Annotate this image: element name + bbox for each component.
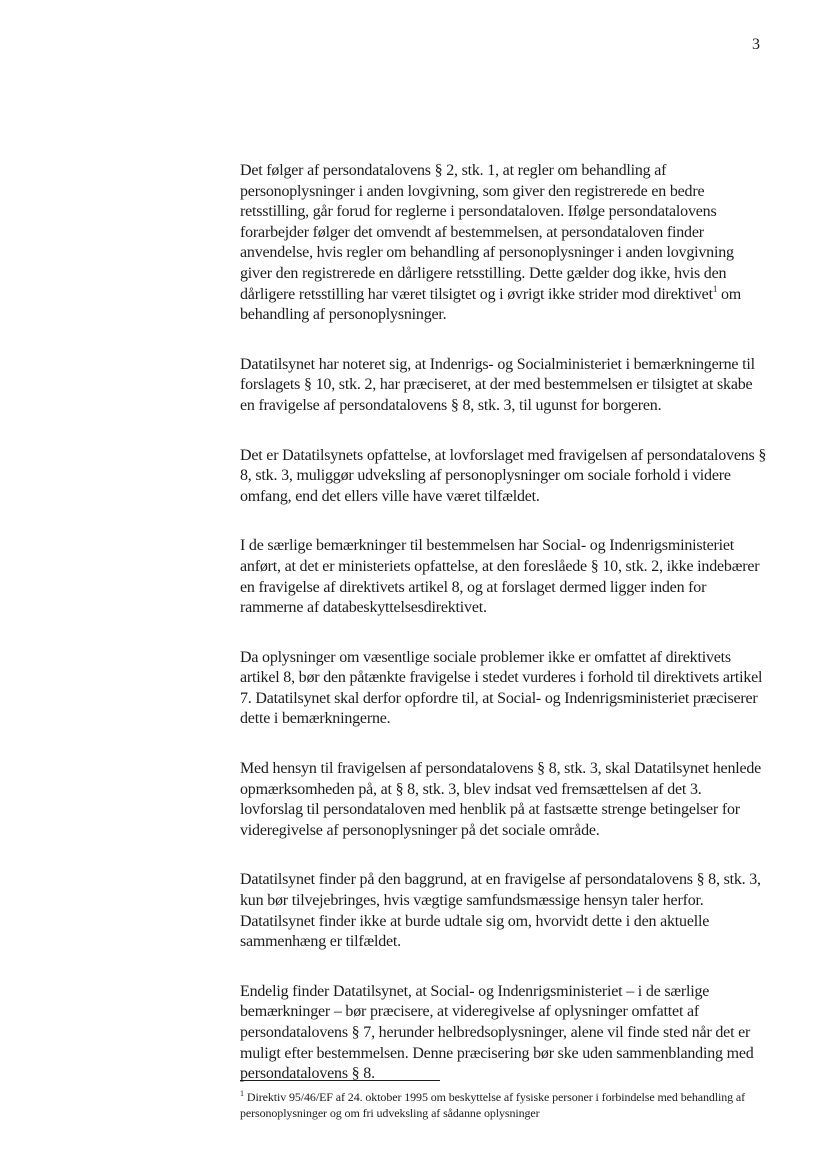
footnote-marker: 1 bbox=[240, 1089, 244, 1098]
page-number: 3 bbox=[752, 36, 760, 53]
paragraph-6: Med hensyn til fravigelsen af persondatalovens § 8, stk. 3, skal Datatilsynet henlede opmærksomheden på, at § 8, stk. 3, blev indsat ved fremsættelsen af det 3. lovforslag til persondataloven med henblik på at fastsætte strenge betingelser for videregivelse af personoplysninger på det sociale område. bbox=[240, 760, 762, 839]
paragraph-7: Datatilsynet finder på den baggrund, at en fravigelse af persondatalovens § 8, stk. 3, kun bør tilvejebringes, hvis vægtige samfundsmæssige hensyn taler herfor. Datatilsynet finder ikke at burde udtale sig om, hvorvidt dette i den aktuelle sammenhæng er tilfældet. bbox=[240, 871, 761, 951]
paragraph-text-continued: om behandling af personoplysninger. bbox=[240, 285, 741, 324]
paragraph-text: Det følger af persondatalovens § 2, stk. 1, at regler om behandling af personoplysninger i anden lovgivning, som giver den registrerede en bedre retsstilling, går forud for reglerne i persondataloven. Ifølge persondatalovens forarbejder følger det omvendt af bestemmelsen, at persondataloven finder anvendelse, hvis regler om behandling af personoplysninger i anden lovgivning giver den registrerede en dårligere retsstilling. Dette gælder dog ikke, hvis den dårligere retsstilling har været tilsigtet og i øvrigt ikke strider mod direktivet bbox=[240, 162, 734, 303]
paragraph-8: Endelig finder Datatilsynet, at Social- og Indenrigsministeriet – i de særlige bemærkninger – bør præcisere, at videregivelse af oplysninger omfattet af persondatalovens § 7, herunder helbredsoplysninger, alene vil finde sted når det er muligt efter bestemmelsen. Denne præcisering bør ske uden sammenblanding med persondatalovens § 8. bbox=[240, 982, 754, 1083]
footnote-divider bbox=[240, 1080, 440, 1081]
footnote-reference: 1 bbox=[712, 283, 718, 294]
paragraph-4: I de særlige bemærkninger til bestemmelsen har Social- og Indenrigsministeriet anført, at det er ministeriets opfattelse, at den foreslåede § 10, stk. 2, ikke indebærer en fravigelse af direktivets artikel 8, og at forslaget dermed ligger inden for rammerne af databeskyttelsesdirektivet. bbox=[240, 537, 760, 617]
paragraph-3: Det er Datatilsynets opfattelse, at lovforslaget med fravigelsen af persondatalovens § 8, stk. 3, muliggør udveksling af personoplysninger om sociale forhold i videre omfang, end det ellers ville have været tilfældet. bbox=[240, 446, 767, 505]
document-body bbox=[240, 161, 768, 1114]
paragraph-5: Da oplysninger om væsentlige sociale problemer ikke er omfattet af direktivets artikel 8, bør den påtænkte fravigelse i stedet vurderes i forhold til direktivets artikel 7. Datatilsynet skal derfor opfordre til, at Social- og Indenrigsministeriet præciserer dette i bemærkningerne. bbox=[240, 648, 763, 728]
footnote bbox=[240, 1089, 768, 1121]
paragraph-1 bbox=[240, 161, 768, 326]
paragraph-2: Datatilsynet har noteret sig, at Indenrigs- og Socialministeriet i bemærkningerne til forslagets § 10, stk. 2, har præciseret, at der med bestemmelsen er tilsigtet at skabe en fravigelse af persondatalovens § 8, stk. 3, til ugunst for borgeren. bbox=[240, 355, 755, 414]
footnote-text: Direktiv 95/46/EF af 24. oktober 1995 om beskyttelse af fysiske personer i forbindelse med behandling af personoplysninger og om fri udveksling af sådanne oplysninger bbox=[240, 1090, 746, 1120]
